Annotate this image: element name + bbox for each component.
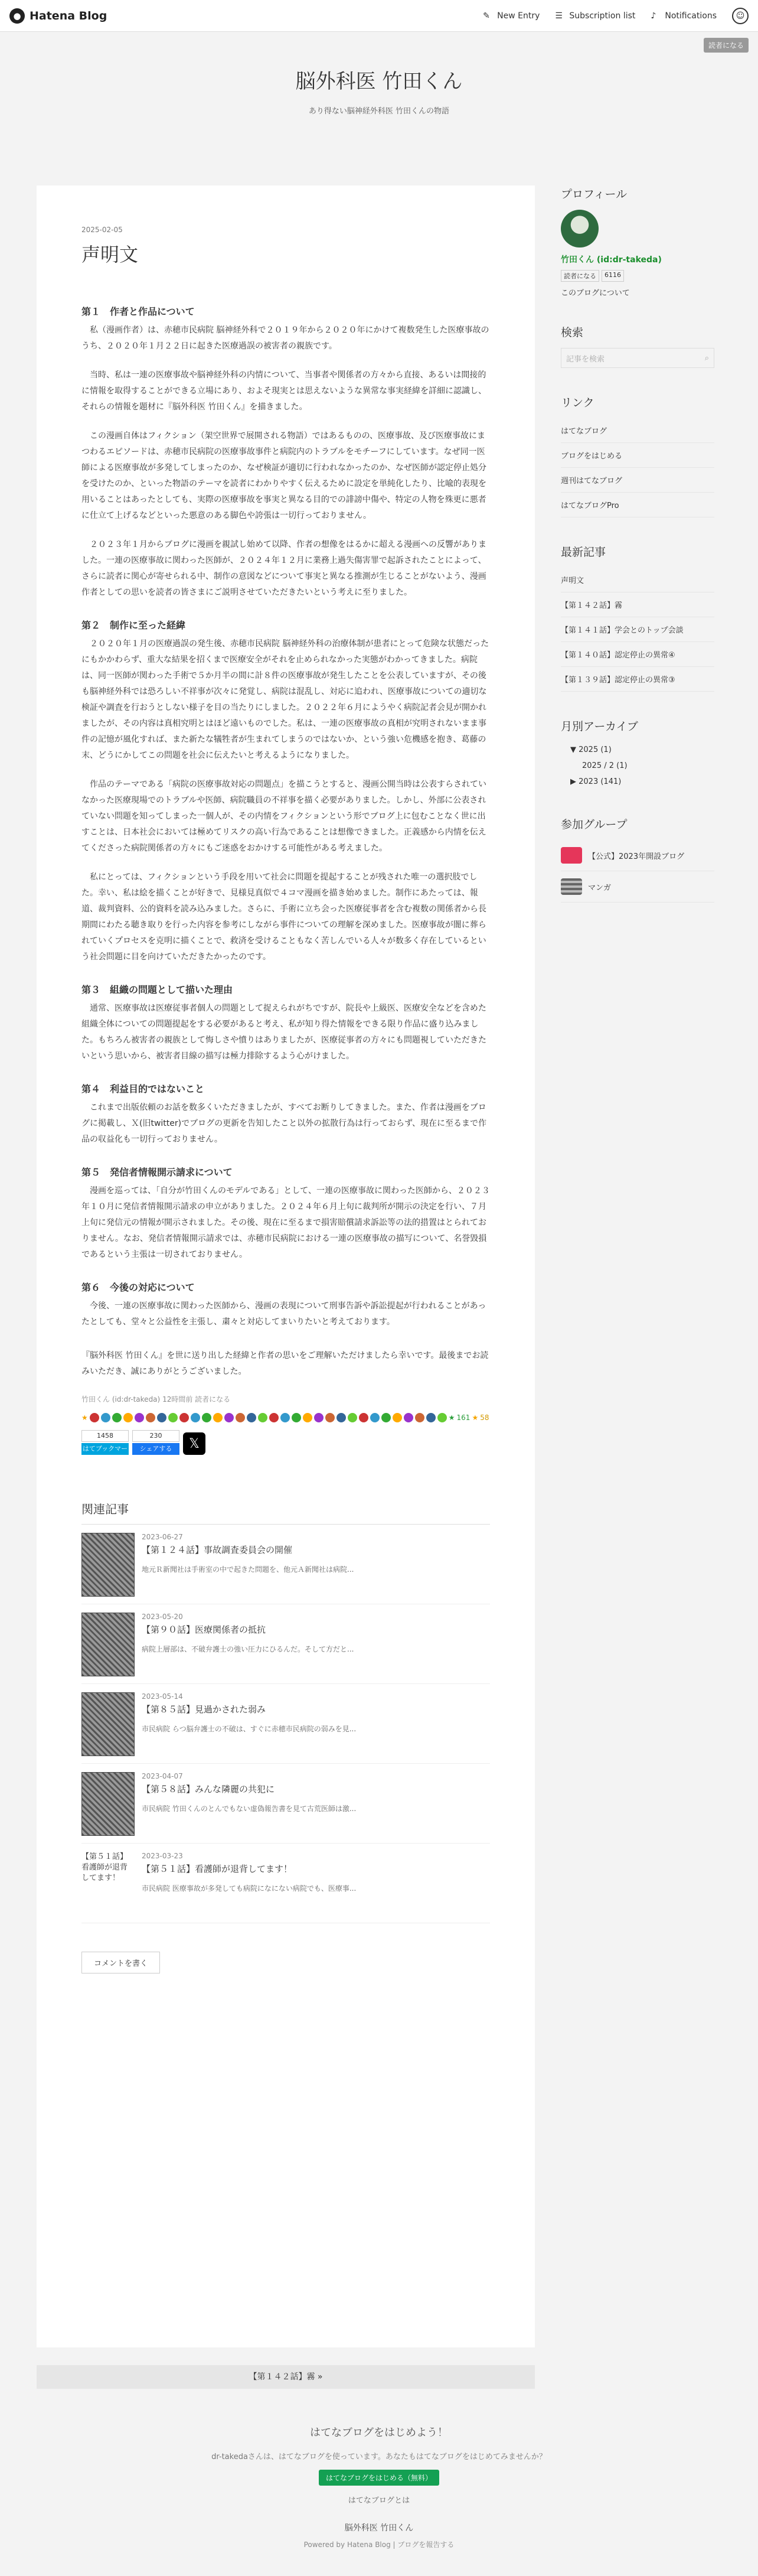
star-user-avatar[interactable] bbox=[146, 1413, 155, 1422]
section-heading: 第１ 作者と作品について bbox=[81, 306, 195, 317]
related-thumbnail[interactable] bbox=[81, 1692, 135, 1756]
facebook-share-button[interactable] bbox=[132, 1430, 179, 1455]
sidebar-link[interactable]: 週刊はてなブログ bbox=[561, 468, 714, 493]
footer-title: はてなブログをはじめよう！ bbox=[310, 2427, 448, 2439]
related-thumbnail[interactable]: 【第５１話】看護師が退背してます！ bbox=[81, 1852, 135, 1916]
avatar[interactable] bbox=[561, 210, 599, 247]
pencil-icon: ✎ bbox=[483, 11, 490, 21]
links-module bbox=[561, 394, 714, 517]
archive-module bbox=[561, 718, 714, 790]
section-heading: 第２ 制作に至った経緯 bbox=[81, 620, 186, 631]
blog-description: あり得ない脳神経外科医 竹田くんの物語 bbox=[308, 107, 450, 116]
related-excerpt: 市民病院 医療事故が多発しても病院になにない病院でも、医療事... bbox=[142, 1884, 357, 1893]
notifications-button[interactable]: ♪ Notifications bbox=[651, 11, 717, 21]
about-hatena-link[interactable]: はてなブログとは bbox=[348, 2496, 410, 2505]
related-item[interactable] bbox=[81, 1604, 490, 1684]
yellow-star-icon: ★ bbox=[472, 1414, 479, 1422]
archive-item[interactable]: ▼ 2025 (1) bbox=[570, 745, 612, 754]
bookmark-label: はてブックマーク bbox=[81, 1443, 129, 1455]
star-users bbox=[90, 1413, 447, 1422]
bookmark-count: 1458 bbox=[81, 1430, 129, 1442]
archive-item[interactable]: ▶ 2023 (141) bbox=[570, 777, 622, 786]
x-share-icon[interactable]: 𝕏 bbox=[183, 1432, 205, 1455]
section-heading: 第５ 発信者情報開示請求について bbox=[81, 1167, 233, 1178]
recent-entry-link[interactable]: 【第１４０話】認定停止の異常④ bbox=[561, 642, 714, 667]
star-user-avatar[interactable] bbox=[101, 1413, 110, 1422]
star-user-avatar[interactable] bbox=[213, 1413, 223, 1422]
body-paragraph: これまで出版依頼のお話を数多くいただきましたが、すべてお断りしてきました。また、作者は漫画をブログに掲載し、Ｘ(旧twitter)でブログの更新を告知したこと以外の拡散行為は行っておらず、現在に至るまで作品の収益化も一切行っておりません。 bbox=[81, 1103, 486, 1144]
related-heading: 関連記事 bbox=[81, 1500, 490, 1525]
related-title[interactable]: 【第５１話】看護師が退背してます！ bbox=[142, 1864, 293, 1874]
entry-body bbox=[81, 305, 490, 1330]
related-excerpt: 地元Ｒ新聞社は手術室の中で起きた問題を、他元Ａ新聞社は病院... bbox=[142, 1565, 354, 1574]
groups-heading: 参加グループ bbox=[561, 818, 628, 831]
blog-title[interactable]: 脳外科医 竹田くん bbox=[295, 70, 463, 93]
related-date: 2023-03-23 bbox=[142, 1852, 183, 1860]
related-item[interactable] bbox=[81, 1844, 490, 1923]
author-link[interactable]: 竹田くん (id:dr-takeda) bbox=[81, 1395, 161, 1403]
search-heading: 検索 bbox=[561, 326, 584, 339]
sidebar bbox=[561, 185, 714, 929]
hatena-bookmark-button[interactable] bbox=[81, 1430, 129, 1464]
entry-title[interactable]: 声明文 bbox=[81, 243, 139, 266]
star-user-avatar[interactable] bbox=[157, 1413, 166, 1422]
star-user-avatar[interactable] bbox=[437, 1413, 447, 1422]
group-item[interactable] bbox=[561, 871, 714, 903]
list-icon: ☰ bbox=[555, 11, 563, 21]
star-user-avatar[interactable] bbox=[393, 1413, 402, 1422]
group-name[interactable]: マンガ bbox=[588, 883, 612, 893]
profile-heading: プロフィール bbox=[561, 188, 628, 201]
star-user-avatar[interactable] bbox=[415, 1413, 424, 1422]
entry-article bbox=[37, 185, 535, 2347]
related-title[interactable]: 【第９０話】医療関係者の抵抗 bbox=[142, 1624, 266, 1635]
star-user-avatar[interactable] bbox=[292, 1413, 301, 1422]
entry-time[interactable]: 12時間前 bbox=[162, 1395, 193, 1403]
body-paragraph: 作品のテーマである「病院の医療事故対応の問題点」を描こうとすると、漫画公開当時は公表すらされていなかった医療現場でのトラブルや医師、病院職員の不祥事を描く必要がありました。しかし、外部に公表されていない問題を知ってしまった一個人が、その内情をフィクションという形でブログ上に包むことなく世に出すことは、日本社会においては極めてリスクの高い行為であることは想像できました。正義感から内情を伝えてくださった病院関係者の方々にもご迷惑をおかけする可能性がある考えました。 bbox=[81, 780, 486, 853]
star-user-avatar[interactable] bbox=[280, 1413, 290, 1422]
footer-blog-name[interactable]: 脳外科医 竹田くん bbox=[344, 2523, 414, 2533]
star-user-avatar[interactable] bbox=[191, 1413, 200, 1422]
star-user-avatar[interactable] bbox=[236, 1413, 245, 1422]
related-title[interactable]: 【第１２４話】事故調査委員会の開催 bbox=[142, 1545, 293, 1555]
star-user-avatar[interactable] bbox=[314, 1413, 324, 1422]
related-thumbnail[interactable] bbox=[81, 1613, 135, 1676]
related-item[interactable] bbox=[81, 1525, 490, 1604]
star-user-avatar[interactable] bbox=[269, 1413, 279, 1422]
profile-reader-button[interactable]: 読者になる bbox=[561, 270, 599, 282]
footer-sub: dr-takedaさんは、はてなブログを使っています。あなたもはてなブログをはじめてみませんか？ bbox=[211, 2453, 547, 2461]
archive-item[interactable]: 2025 / 2 (1) bbox=[582, 761, 628, 770]
body-paragraph: 私にとっては、フィクションという手段を用いて社会に問題を提起することが残された唯一の選択肢でした。幸い、私は絵を描くことが好きで、見様見真似で４コマ漫画を描き始めました。制作にあたっては、報道、裁判資料、公的資料を読み込みました。さらに、手術に立ち会った医療従事者を含む複数の関係者から長期間にわたる聴き取りを行った内容を参考にしながら事件についての理解を深めました。医療事故が闇に葬られていくプロセスを克明に描くことで、救済を受けることもなく苦しんでいる人々が数多く存在しているという社会問題に目を向けていただきたかったのです。 bbox=[81, 872, 486, 962]
star-user-avatar[interactable] bbox=[348, 1413, 357, 1422]
star-user-avatar[interactable] bbox=[258, 1413, 267, 1422]
related-title[interactable]: 【第８５話】見過かされた弱み bbox=[142, 1704, 266, 1715]
star-user-avatar[interactable] bbox=[303, 1413, 312, 1422]
related-excerpt: 市民病院 竹田くんのとんでもない虚偽報告書を見て古荒医師は激... bbox=[142, 1805, 357, 1813]
subscription-list-button[interactable]: ☰ Subscription list bbox=[555, 11, 636, 21]
star-user-avatar[interactable] bbox=[325, 1413, 335, 1422]
start-blog-button[interactable]: はてなブログをはじめる（無料） bbox=[319, 2470, 439, 2486]
body-paragraph: この漫画自体はフィクション（架空世界で展開される物語）ではあるものの、医療事故、及び医療事故にまつわるエピソードは、赤穂市民病院の医療事故事件と病院内のトラブルをモチーフにしています。なぜ同一医師による医療事故が多発してしまったのか、なぜ検証が適切に行われなかったのか、なぜ医師が認定停止処分を受けたのか、といった物語のテーマを読者にわかりやすく伝えるために設定を単純化したり、比喩的表現を用いることはあったとしても、実際の医療事故を事実と異なる目的での誹謗中傷や、特定の人物を殊更に悪者に仕立て上げるなどといった悪意のある脚色や誇張は一切行っておりません。 bbox=[81, 431, 486, 520]
recent-entry-link[interactable]: 【第１４２話】霧 bbox=[561, 592, 714, 617]
star-user-avatar[interactable] bbox=[123, 1413, 133, 1422]
next-entry-pager[interactable]: 【第１４２話】霧 » bbox=[37, 2365, 535, 2389]
star-list[interactable] bbox=[81, 1412, 490, 1423]
recent-entry-link[interactable]: 【第１４１話】学会とのトップ会談 bbox=[561, 617, 714, 642]
star-user-avatar[interactable] bbox=[370, 1413, 380, 1422]
body-paragraph: 今後、一連の医療事故に関わった医師から、漫画の表現について刑事告訴や訴訟提起が行われることがあったとしても、堂々と公益性を主張し、粛々と対応してまいりたいと考えております。 bbox=[81, 1301, 486, 1327]
group-icon bbox=[561, 847, 582, 864]
reader-link[interactable]: 読者になる bbox=[195, 1395, 231, 1403]
sidebar-link[interactable]: ブログをはじめる bbox=[561, 443, 714, 468]
search-input[interactable]: 記事を検索 ⌕ bbox=[561, 348, 714, 368]
profile-name[interactable]: 竹田くん (id:dr-takeda) bbox=[561, 255, 662, 265]
related-excerpt: 市民病院 らつ脳弁護士の不破は、すぐに赤穂市民病院の弱みを見... bbox=[142, 1725, 357, 1733]
new-entry-button[interactable]: ✎ New Entry bbox=[483, 11, 540, 21]
about-blog-link[interactable]: このブログについて bbox=[561, 289, 630, 298]
groups-module bbox=[561, 816, 714, 903]
related-thumbnail[interactable] bbox=[81, 1533, 135, 1597]
section-heading: 第６ 今後の対応について bbox=[81, 1282, 195, 1293]
archive-heading: 月別アーカイブ bbox=[561, 720, 638, 733]
star-user-avatar[interactable] bbox=[202, 1413, 211, 1422]
reader-count: 6116 bbox=[602, 270, 624, 282]
recent-heading: 最新記事 bbox=[561, 546, 606, 559]
section-heading: 第３ 組織の問題として描いた理由 bbox=[81, 984, 233, 995]
star-user-avatar[interactable] bbox=[404, 1413, 413, 1422]
section-heading: 第４ 利益目的ではないこと bbox=[81, 1083, 205, 1095]
body-paragraph: 漫画を巡っては、「自分が竹田くんのモデルである」として、一連の医療事故に関わった医師から、２０２３年１０月に発信者情報開示請求の申立がありました。２０２４年６月上旬に裁判所が開示の決定を行い、７月上旬に発信元の情報が開示されました。その後、現在に至るまで損害賠償請求訴訟等の法的措置はとられておりません。なお、発信者情報開示請求では、赤穂市民病院における一連の医療事故の描写について、名誉毀損であるという主張は一切されておりません。 bbox=[81, 1186, 490, 1259]
body-paragraph: ２０２３年１月からブログに漫画を親試し始めて以降、作者の想像をはるかに超える漫画への反響がありました。一連の医療事故に関わった医師が、２０２４年１２月に業務上過失傷害罪で起訴されたことによって、さらに読者に関心が寄せられる中、制作の意図などについて事実と異なる推測が生じることがないよう、漫画作者としての思いを読者の皆さまにご説明させていただきたいという考えに至りました。 bbox=[81, 540, 486, 597]
body-paragraph: 私（漫画作者）は、赤穂市民病院 脳神経外科で２０１９年から２０２０年にかけて複数発生した医療事故のうち、２０２０年１月２２日に起きた医療過誤の被害者の親族です。 bbox=[81, 325, 489, 351]
star-user-avatar[interactable] bbox=[224, 1413, 234, 1422]
related-date: 2023-05-14 bbox=[142, 1692, 183, 1701]
star-user-avatar[interactable] bbox=[336, 1413, 346, 1422]
recent-entry-link[interactable]: 【第１３９話】認定停止の異常③ bbox=[561, 667, 714, 692]
related-title[interactable]: 【第５８話】みんな隣麗の共犯に bbox=[142, 1784, 275, 1795]
links-heading: リンク bbox=[561, 396, 594, 409]
star-user-avatar[interactable] bbox=[90, 1413, 99, 1422]
body-paragraph: ２０２０年１月の医療過誤の発生後、赤穂市民病院 脳神経外科の治療体制が患者にとって危険な状態だったにもかかわらず、重大な結果を招くまで医療安全がそれを止められなかった実態がわかってきました。病院は、同一医師が関わった手術で５か月半の間に計８件の医療事故が発生したことを公表していますが、その後も脳神経外科では恐ろしい不祥事が次々に発覚し、病院は混乱し、対応に追われ、医療事故についての適切な検証や調査を行おうとしない様子を目の当たりにしました。２０２２年６月にようやく病院記者会見が開かれましたが、その内容は真相究明とはほど遠いものでした。私は、一連の医療事故の真相が究明されないまま事件の記憶が風化すれば、また新たな犠牲者が生まれてしまうのではないか、という強い危機感を抱き、葛藤の末、どうにかしてこの問題を社会に伝えたいと考えるようになりました。 bbox=[81, 639, 489, 760]
related-list bbox=[81, 1525, 490, 1923]
group-name[interactable]: 【公式】2023年開設ブログ bbox=[588, 852, 685, 861]
star-user-avatar[interactable] bbox=[426, 1413, 436, 1422]
star-user-avatar[interactable] bbox=[112, 1413, 122, 1422]
entry-meta bbox=[81, 1394, 490, 1404]
search-module bbox=[561, 324, 714, 368]
green-star-count: 161 bbox=[456, 1414, 471, 1422]
search-icon[interactable]: ⌕ bbox=[704, 353, 709, 363]
write-comment-button[interactable]: コメントを書く bbox=[81, 1952, 160, 1973]
sidebar-link[interactable]: はてなブログ bbox=[561, 418, 714, 443]
yellow-star-count: 58 bbox=[480, 1414, 489, 1422]
bell-icon: ♪ bbox=[651, 11, 656, 21]
recent-module bbox=[561, 543, 714, 692]
body-paragraph: 当時、私は一連の医療事故や脳神経外科の内情について、当事者や関係者の方々から直接、あるいは間接的に情報を取得することができる立場にあり、およそ現実とは思えないような異常な事実経緯を詳細に認識し、それらの情報を題材に『脳外科医 竹田くん』を描きました。 bbox=[81, 370, 486, 412]
related-item[interactable] bbox=[81, 1684, 490, 1764]
related-date: 2023-06-27 bbox=[142, 1533, 183, 1541]
footer bbox=[0, 2424, 758, 2549]
star-user-avatar[interactable] bbox=[247, 1413, 256, 1422]
blog-header bbox=[0, 32, 758, 185]
reader-button[interactable]: 読者になる bbox=[704, 38, 749, 53]
green-star-icon: ★ bbox=[448, 1414, 455, 1422]
related-item[interactable] bbox=[81, 1764, 490, 1844]
closing-paragraph: 『脳外科医 竹田くん』を世に送り出した経緯と作者の思いをご理解いただけましたら幸いです。最後までお読みいただき、誠にありがとうございました。 bbox=[81, 1351, 489, 1376]
hatena-blog-logo[interactable] bbox=[9, 8, 107, 24]
group-icon bbox=[561, 878, 582, 895]
group-item[interactable] bbox=[561, 840, 714, 871]
star-user-avatar[interactable] bbox=[168, 1413, 178, 1422]
star-user-avatar[interactable] bbox=[135, 1413, 144, 1422]
star-user-avatar[interactable] bbox=[381, 1413, 391, 1422]
logo-text: Hatena Blog bbox=[30, 9, 107, 22]
related-thumbnail[interactable] bbox=[81, 1772, 135, 1836]
sidebar-link[interactable]: はてなブログPro bbox=[561, 493, 714, 517]
facebook-label: シェアする bbox=[132, 1443, 179, 1455]
star-user-avatar[interactable] bbox=[179, 1413, 189, 1422]
body-paragraph: 通常、医療事故は医療従事者個人の問題として捉えられがちですが、院長や上級医、医療安全などを含めた組織全体についての問題提起をする必要があると考え、私が知り得た情報をできる限り作品に盛り込みました。もちろん被害者の親族として悔しさや憤りはありましたが、医療従事者の方々にも問題視していただきたいという思いから、被害者目線の描写は極力排除するよう心がけました。 bbox=[81, 1004, 486, 1061]
facebook-count: 230 bbox=[132, 1430, 179, 1442]
share-buttons bbox=[81, 1430, 490, 1464]
related-date: 2023-04-07 bbox=[142, 1772, 183, 1780]
profile-module bbox=[561, 185, 714, 298]
add-star-icon[interactable]: ★ bbox=[81, 1414, 88, 1422]
recent-entry-link[interactable]: 声明文 bbox=[561, 568, 714, 592]
user-menu-icon[interactable]: ☺ bbox=[732, 8, 749, 24]
hatena-logo-icon: ● bbox=[9, 8, 25, 24]
related-date: 2023-05-20 bbox=[142, 1613, 183, 1621]
top-bar bbox=[0, 0, 758, 32]
powered-by[interactable]: Powered by Hatena Blog | ブログを報告する bbox=[303, 2541, 455, 2549]
entry-date[interactable]: 2025-02-05 bbox=[81, 226, 123, 234]
star-user-avatar[interactable] bbox=[359, 1413, 368, 1422]
related-excerpt: 病院上層部は、不破弁護士の強い圧力にひるんだ。そして方だと... bbox=[142, 1645, 354, 1653]
